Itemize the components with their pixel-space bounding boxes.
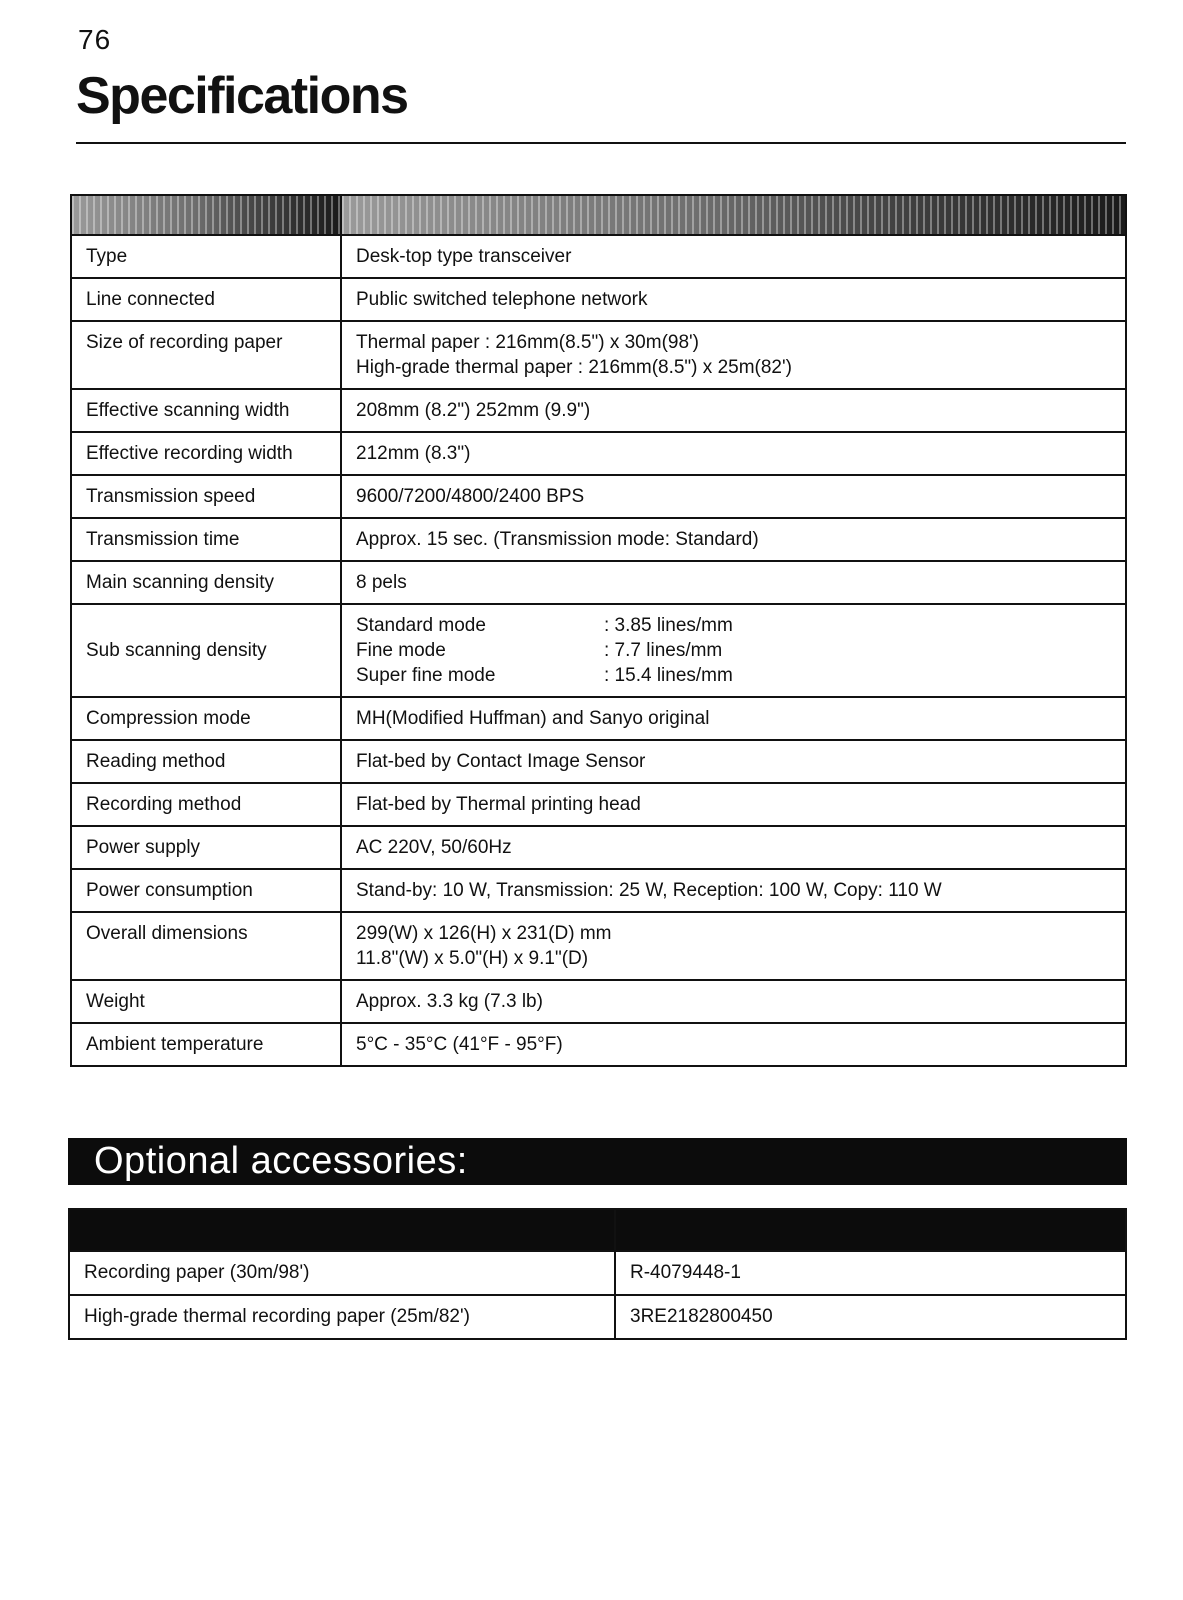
page-title: Specifications bbox=[76, 67, 408, 125]
header-cell-value bbox=[341, 195, 1126, 235]
table-row bbox=[71, 278, 1126, 321]
spec-value-line: Thermal paper : 216mm(8.5") x 30m(98') bbox=[356, 332, 699, 353]
spec-value-line: 299(W) x 126(H) x 231(D) mm bbox=[356, 923, 612, 944]
spec-label: Effective recording width bbox=[71, 432, 341, 475]
spec-value: 8 pels bbox=[341, 561, 1126, 604]
spec-value: Flat-bed by Contact Image Sensor bbox=[341, 740, 1126, 783]
optional-accessories-banner bbox=[68, 1138, 1127, 1185]
spec-label: Line connected bbox=[71, 278, 341, 321]
spec-label: Weight bbox=[71, 980, 341, 1023]
accessory-part-number: 3RE2182800450 bbox=[615, 1295, 1126, 1339]
accessories-table bbox=[68, 1208, 1127, 1340]
table-row bbox=[71, 912, 1126, 980]
table-header-row bbox=[69, 1209, 1126, 1251]
title-rule bbox=[76, 142, 1126, 144]
spec-label: Ambient temperature bbox=[71, 1023, 341, 1066]
table-row bbox=[71, 432, 1126, 475]
spec-value: 5°C - 35°C (41°F - 95°F) bbox=[341, 1023, 1126, 1066]
spec-value bbox=[341, 321, 1126, 389]
spec-value: Stand-by: 10 W, Transmission: 25 W, Reception: 100 W, Copy: 110 W bbox=[341, 869, 1126, 912]
table-row bbox=[71, 475, 1126, 518]
table-row bbox=[71, 561, 1126, 604]
table-row bbox=[71, 826, 1126, 869]
spec-label: Recording method bbox=[71, 783, 341, 826]
spec-label: Power supply bbox=[71, 826, 341, 869]
spec-value: Approx. 3.3 kg (7.3 lb) bbox=[341, 980, 1126, 1023]
density-value: : 15.4 lines/mm bbox=[604, 665, 733, 686]
table-row bbox=[71, 518, 1126, 561]
spec-label: Transmission time bbox=[71, 518, 341, 561]
table-row bbox=[71, 321, 1126, 389]
table-row bbox=[71, 389, 1126, 432]
table-row bbox=[71, 1023, 1126, 1066]
section-heading: Optional accessories: bbox=[94, 1140, 468, 1182]
header-cell-part bbox=[615, 1209, 1126, 1251]
header-cell-model bbox=[71, 195, 341, 235]
table-row bbox=[71, 869, 1126, 912]
density-mode: Super fine mode bbox=[356, 665, 496, 686]
spec-label: Type bbox=[71, 235, 341, 278]
header-cell-item bbox=[69, 1209, 615, 1251]
spec-value: Public switched telephone network bbox=[341, 278, 1126, 321]
specifications-table bbox=[70, 194, 1127, 1067]
spec-value: Desk-top type transceiver bbox=[341, 235, 1126, 278]
table-row bbox=[71, 980, 1126, 1023]
table-header-row bbox=[71, 195, 1126, 235]
spec-label: Compression mode bbox=[71, 697, 341, 740]
table-row bbox=[69, 1251, 1126, 1295]
accessory-item: High-grade thermal recording paper (25m/82') bbox=[69, 1295, 615, 1339]
table-row bbox=[71, 740, 1126, 783]
density-mode: Fine mode bbox=[356, 640, 446, 661]
density-row bbox=[356, 663, 1111, 688]
spec-value-line: High-grade thermal paper : 216mm(8.5") x 25m(82') bbox=[356, 357, 792, 378]
spec-label: Sub scanning density bbox=[71, 604, 341, 697]
table-row bbox=[71, 697, 1126, 740]
density-row bbox=[356, 613, 1111, 638]
accessory-item: Recording paper (30m/98') bbox=[69, 1251, 615, 1295]
density-mode: Standard mode bbox=[356, 615, 486, 636]
density-value: : 7.7 lines/mm bbox=[604, 640, 723, 661]
spec-value: MH(Modified Huffman) and Sanyo original bbox=[341, 697, 1126, 740]
spec-label: Power consumption bbox=[71, 869, 341, 912]
spec-value: Flat-bed by Thermal printing head bbox=[341, 783, 1126, 826]
spec-value: AC 220V, 50/60Hz bbox=[341, 826, 1126, 869]
spec-label: Main scanning density bbox=[71, 561, 341, 604]
spec-value: 212mm (8.3") bbox=[341, 432, 1126, 475]
accessory-part-number: R-4079448-1 bbox=[615, 1251, 1126, 1295]
spec-value: 208mm (8.2") 252mm (9.9") bbox=[341, 389, 1126, 432]
spec-value: 9600/7200/4800/2400 BPS bbox=[341, 475, 1126, 518]
spec-value bbox=[341, 604, 1126, 697]
spec-value: Approx. 15 sec. (Transmission mode: Standard) bbox=[341, 518, 1126, 561]
density-value: : 3.85 lines/mm bbox=[604, 615, 733, 636]
table-row bbox=[71, 783, 1126, 826]
spec-value-line: 11.8"(W) x 5.0"(H) x 9.1"(D) bbox=[356, 948, 589, 969]
spec-label: Overall dimensions bbox=[71, 912, 341, 980]
table-row bbox=[69, 1295, 1126, 1339]
table-row bbox=[71, 235, 1126, 278]
spec-label: Effective scanning width bbox=[71, 389, 341, 432]
spec-value bbox=[341, 912, 1126, 980]
spec-label: Transmission speed bbox=[71, 475, 341, 518]
spec-label: Size of recording paper bbox=[71, 321, 341, 389]
table-row bbox=[71, 604, 1126, 697]
spec-label: Reading method bbox=[71, 740, 341, 783]
density-row bbox=[356, 638, 1111, 663]
page-number: 76 bbox=[78, 24, 112, 55]
